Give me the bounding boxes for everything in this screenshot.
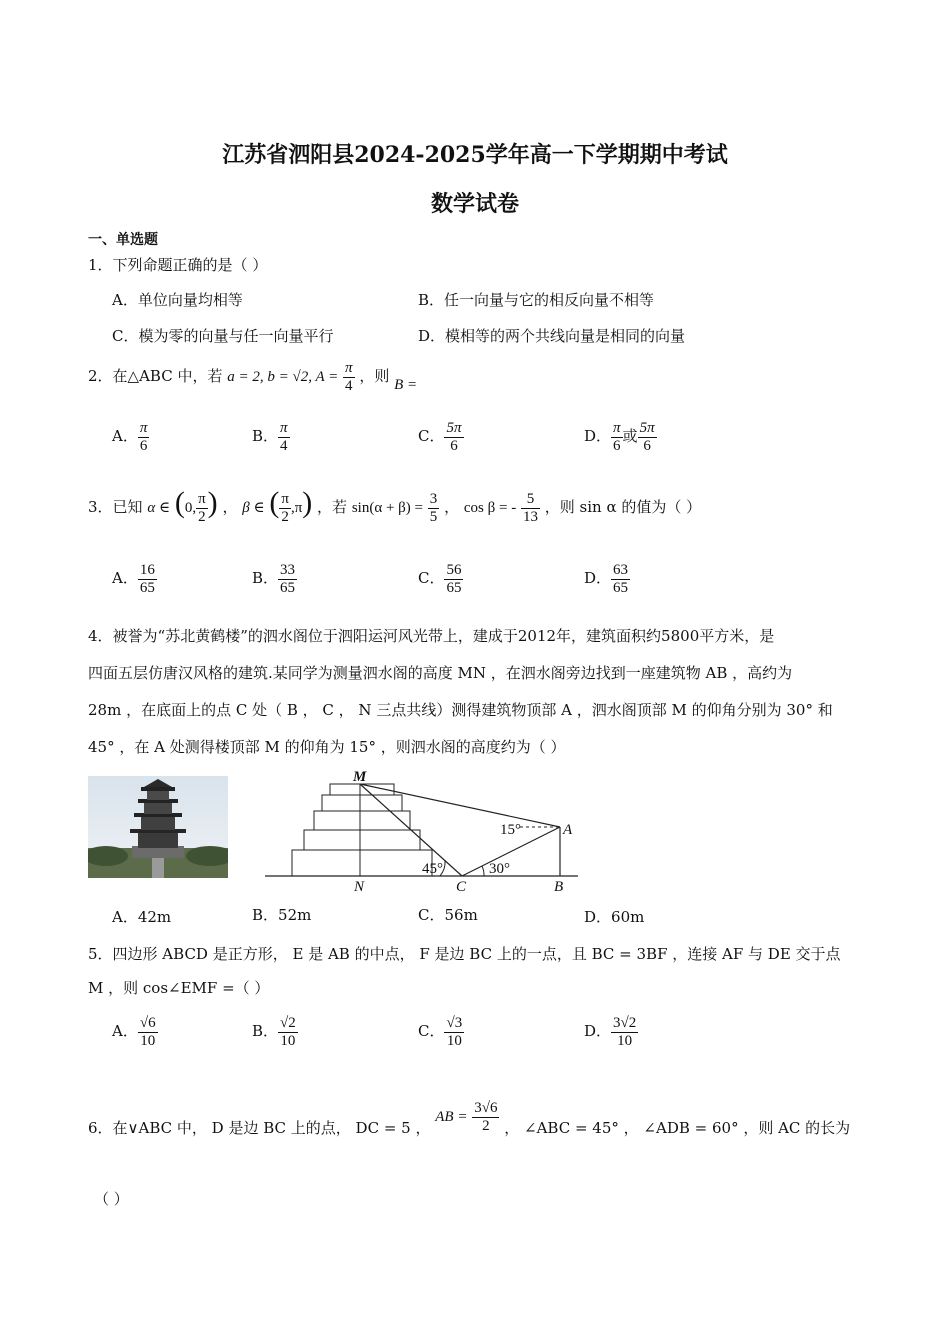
option-c — [418, 1015, 464, 1049]
sin-expression: sin(α + β) = — [351, 500, 423, 516]
numerator: 33 — [280, 562, 296, 578]
separator: ， — [444, 498, 460, 516]
option-d: D．60m — [584, 908, 645, 926]
stem-prefix: 2．在△ABC 中，若 — [88, 367, 223, 385]
label-n: N — [354, 879, 365, 895]
numerator: 5π — [446, 420, 462, 436]
option-c — [418, 562, 463, 596]
fraction — [343, 360, 355, 394]
interval-start: 0, — [184, 500, 197, 516]
denominator: 10 — [446, 1032, 462, 1049]
denominator: 13 — [522, 508, 538, 525]
numerator: 56 — [446, 562, 462, 578]
option-d — [584, 1015, 638, 1049]
page-title: 江苏省泗阳县2024-2025学年高一下学期期中考试 — [222, 142, 728, 168]
ask: B = — [394, 377, 418, 393]
denominator: 65 — [280, 579, 296, 596]
option-d — [584, 420, 657, 454]
numerator: π — [198, 491, 206, 507]
stem-suffix: ，则 sin α 的值为（ ） — [544, 498, 702, 516]
option-a — [112, 562, 157, 596]
separator: ， — [222, 498, 238, 516]
label-angle-45: 45° — [422, 861, 443, 877]
numerator: 3√2 — [613, 1015, 637, 1031]
question-stem — [88, 354, 417, 399]
question-stem — [88, 1100, 850, 1157]
option-label: D． — [584, 427, 612, 445]
geometry-diagram — [262, 764, 582, 898]
question-stem — [88, 478, 701, 533]
label-a: A — [563, 822, 573, 838]
denominator: 65 — [446, 579, 462, 596]
separator: ，若 — [317, 498, 348, 516]
answer-blank: （ ） — [94, 1190, 129, 1208]
option-b: B．任一向量与它的相反向量不相等 — [418, 291, 655, 309]
denominator: 10 — [140, 1032, 156, 1049]
label-angle-30: 30° — [489, 861, 510, 877]
option-b — [252, 1015, 298, 1049]
label-c: C — [456, 879, 467, 895]
label-angle-15: 15° — [500, 822, 521, 838]
stem-line: 四面五层仿唐汉风格的建筑.某同学为测量泗水阁的高度 MN ，在泗水阁旁边找到一座建筑物 AB ，高约为 — [88, 664, 793, 682]
option-label: D． — [584, 1022, 612, 1040]
numerator: 63 — [613, 562, 629, 578]
condition: a = 2, b = √2, A = — [227, 369, 339, 385]
stem-line: 5．四边形 ABCD 是正方形， E 是 AB 的中点， F 是边 BC 上的一点，且 BC = 3BF ，连接 AF 与 DE 交于点 — [88, 945, 841, 963]
stem-prefix: 3．已知 — [88, 498, 143, 516]
stem-suffix: ，则 — [359, 367, 390, 385]
stem-line: 45° ，在 A 处测得楼顶部 M 的仰角为 15° ，则泗水阁的高度约为（ ） — [88, 738, 566, 756]
option-label: C． — [418, 427, 445, 445]
ab-expression: AB = — [435, 1109, 468, 1125]
denominator: 6 — [643, 437, 651, 454]
numerator: π — [280, 420, 288, 436]
option-d — [584, 562, 630, 596]
denominator: 2 — [281, 508, 289, 525]
line-ma — [360, 784, 560, 827]
option-label: B． — [252, 427, 279, 445]
beta-cond: β ∈ — [242, 500, 265, 516]
stem-prefix: 6．在∨ABC 中， D 是边 BC 上的点， DC = 5 ， — [88, 1119, 431, 1137]
numerator: 3√6 — [474, 1100, 498, 1116]
paren-open: ( — [269, 486, 280, 519]
denominator: 10 — [280, 1032, 296, 1049]
cos-expression: cos β = - — [463, 500, 517, 516]
option-b: B．52m — [252, 906, 312, 924]
section-heading: 一、单选题 — [88, 232, 158, 248]
option-a — [112, 420, 149, 454]
paren-close: ) — [302, 486, 313, 519]
angle-arc-30 — [482, 866, 484, 876]
numerator: 5 — [521, 491, 540, 509]
numerator: π — [139, 420, 148, 436]
option-b — [252, 562, 297, 596]
numerator: √2 — [280, 1015, 296, 1031]
option-c: C．56m — [418, 906, 478, 924]
numerator: π — [281, 491, 289, 507]
denominator: 5 — [429, 508, 438, 525]
page-subtitle: 数学试卷 — [430, 191, 519, 217]
option-a: A．单位向量均相等 — [112, 291, 243, 309]
stem-suffix: ， ∠ABC = 45° ， ∠ADB = 60° ，则 AC 的长为 — [504, 1119, 851, 1137]
denominator: 10 — [617, 1032, 633, 1049]
option-d: D．模相等的两个共线向量是相同的向量 — [418, 327, 686, 345]
denominator: 4 — [280, 437, 288, 454]
or-word: 或 — [622, 427, 638, 445]
denominator: 6 — [139, 437, 148, 454]
option-label: C． — [418, 1022, 445, 1040]
option-label: A． — [112, 427, 138, 445]
numerator: π — [613, 420, 621, 436]
option-label: C． — [418, 569, 445, 587]
paren-open: ( — [174, 486, 185, 519]
option-c: C．模为零的向量与任一向量平行 — [112, 327, 334, 345]
stem-line: 28m ，在底面上的点 C 处（ B ， C ， N 三点共线）测得建筑物顶部 A ，泗水阁顶部 M 的仰角分别为 30° 和 — [88, 701, 833, 719]
numerator: √3 — [446, 1015, 463, 1031]
option-label: B． — [252, 1022, 279, 1040]
denominator: 2 — [198, 508, 206, 525]
option-c — [418, 420, 464, 454]
numerator: π — [345, 360, 353, 376]
option-label: A． — [112, 1022, 138, 1040]
option-label: A． — [112, 569, 138, 587]
question-stem: 1．下列命题正确的是（ ） — [88, 256, 268, 274]
option-label: B． — [252, 569, 279, 587]
denominator: 65 — [139, 579, 155, 596]
stem-line: M ，则 cos∠EMF =（ ） — [88, 979, 270, 997]
label-m: M — [353, 769, 367, 785]
numerator: 16 — [139, 562, 155, 578]
numerator: √6 — [139, 1015, 156, 1031]
stem-line: 4．被誉为“苏北黄鹤楼”的泗水阁位于泗阳运河风光带上，建成于2012年，建筑面积约5800平方米，是 — [88, 627, 775, 645]
option-a — [112, 1015, 158, 1049]
denominator: 65 — [613, 579, 629, 596]
option-label: D． — [584, 569, 612, 587]
label-b: B — [554, 879, 564, 895]
denominator: 6 — [613, 437, 621, 454]
numerator: 3 — [429, 491, 438, 507]
interval-end: ,π — [290, 500, 303, 516]
alpha-cond: α ∈ — [147, 500, 171, 516]
denominator: 4 — [345, 377, 353, 394]
pavilion-photo — [88, 776, 228, 878]
paren-close: ) — [207, 486, 218, 519]
denominator: 6 — [450, 437, 458, 454]
option-b — [252, 420, 290, 454]
numerator: 5π — [639, 420, 655, 436]
denominator: 2 — [482, 1117, 490, 1134]
option-a: A．42m — [112, 908, 172, 926]
